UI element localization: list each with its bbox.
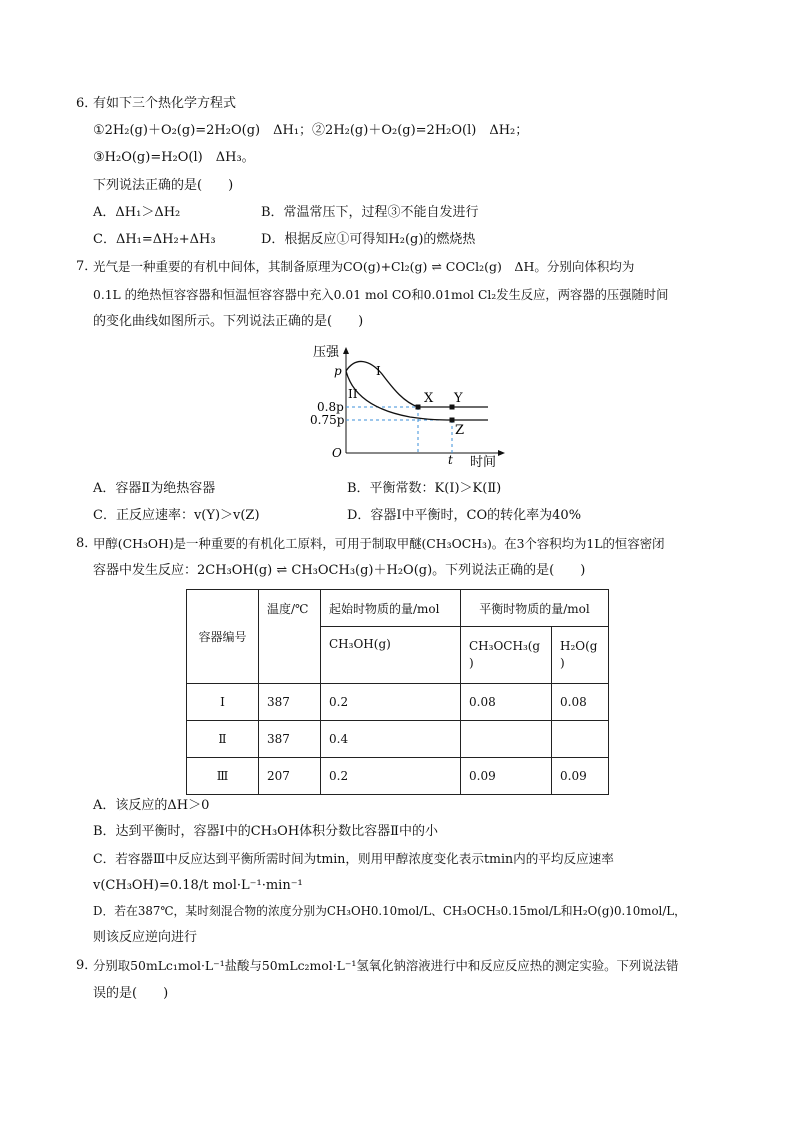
- curve-II-label: II: [348, 387, 358, 401]
- row-1-temp: 387: [259, 684, 321, 721]
- q7-option-a: A．容器Ⅱ为绝热容器: [93, 481, 216, 496]
- q6-equation-2: ③H₂O(g)=H₂O(l) ΔH₃。: [93, 150, 255, 165]
- q8-number: 8．: [76, 536, 98, 551]
- row-3-ether: 0.09: [461, 758, 552, 795]
- q7-option-d: D．容器Ⅰ中平衡时，CO的转化率为40%: [347, 508, 582, 523]
- q7-text-2: 0.1L 的绝热恒容容器和恒温恒容容器中充入0.01 mol CO和0.01mol Cl₂发生反应，两容器的压强随时间: [93, 288, 669, 302]
- q7-text-3: 的变化曲线如图所示。下列说法正确的是( ): [93, 314, 364, 329]
- q9-text-2: 误的是( ): [93, 986, 169, 1001]
- y-axis-arrow-icon: [343, 347, 349, 354]
- row-2-water: [552, 721, 609, 758]
- row-1-start: 0.2: [321, 684, 461, 721]
- pressure-time-graph: [300, 338, 510, 473]
- q8-data-table: [186, 589, 609, 795]
- x-axis-label: 时间: [470, 455, 497, 470]
- row-3-start: 0.2: [321, 758, 461, 795]
- point-Z-marker: [450, 418, 455, 423]
- tick-075p: 0.75p: [310, 413, 345, 427]
- q6-number: 6．: [76, 96, 98, 111]
- q8-text-1: 甲醇(CH₃OH)是一种重要的有机化工原料，可用于制取甲醚(CH₃OCH₃)。在3个容积均为1L的恒容密闭: [93, 536, 665, 551]
- q8-option-d-line-1: D．若在387℃，某时刻混合物的浓度分别为CH₃OH0.10mol/L、CH₃OCH₃0.15mol/L和H₂O(g)0.10mol/L，: [93, 904, 686, 918]
- point-Y-label: Y: [454, 391, 463, 406]
- row-1-id: Ⅰ: [187, 684, 259, 721]
- x-axis-arrow-icon: [498, 450, 505, 456]
- row-2-start: 0.4: [321, 721, 461, 758]
- header-eq: 平衡时物质的量/mol: [461, 590, 609, 627]
- row-2-id: Ⅱ: [187, 721, 259, 758]
- tick-08p: 0.8p: [317, 400, 344, 414]
- row-3-temp: 207: [259, 758, 321, 795]
- curve-II: [346, 371, 488, 420]
- header-start: 起始时物质的量/mol: [321, 590, 461, 627]
- q8-option-b: B．达到平衡时，容器Ⅰ中的CH₃OH体积分数比容器Ⅱ中的小: [93, 824, 439, 839]
- q8-option-c-line-1: C．若容器Ⅲ中反应达到平衡所需时间为tmin，则用甲醇浓度变化表示tmin内的平均反应速率: [93, 851, 614, 866]
- header-ch3och3-text: CH₃OCH₃(g: [469, 639, 541, 653]
- q6-question: 下列说法正确的是( ): [93, 178, 234, 193]
- table-row: [187, 721, 609, 758]
- table-row: [187, 758, 609, 795]
- q6-option-b: B．常温常压下，过程③不能自发进行: [261, 205, 479, 220]
- row-1-ether: 0.08: [461, 684, 552, 721]
- q6-option-c: C．ΔH₁=ΔH₂+ΔH₃: [93, 232, 216, 247]
- tick-t: t: [448, 453, 453, 467]
- q9-number: 9．: [76, 958, 98, 973]
- q7-option-c: C．正反应速率：v(Y)＞v(Z): [93, 508, 260, 523]
- header-h2o: [552, 627, 609, 684]
- header-h2o-text-end: ): [560, 656, 565, 670]
- row-1-water: 0.08: [552, 684, 609, 721]
- point-X-label: X: [424, 391, 434, 406]
- y-axis-label: 压强: [313, 345, 340, 360]
- q6-option-a: A．ΔH₁＞ΔH₂: [93, 205, 181, 220]
- q7-option-b: B．平衡常数：K(Ⅰ)＞K(Ⅱ): [347, 481, 502, 496]
- q7-number: 7．: [76, 259, 98, 274]
- q8-text-2: 容器中发生反应：2CH₃OH(g) ⇌ CH₃OCH₃(g)＋H₂O(g)。下列说法正确的是( ): [93, 563, 586, 578]
- header-ch3oh: CH₃OH(g): [321, 627, 461, 684]
- header-ch3och3: [461, 627, 552, 684]
- point-X-marker: [416, 405, 421, 410]
- header-temp: 温度/℃: [259, 590, 321, 684]
- q7-text-1: 光气是一种重要的有机中间体，其制备原理为CO(g)+Cl₂(g) ⇌ COCl₂(g) ΔH。分别向体积均为: [93, 259, 635, 274]
- table-row: [187, 684, 609, 721]
- q6-stem: 有如下三个热化学方程式: [93, 96, 237, 111]
- q9-text-1: 分别取50mLc₁mol·L⁻¹盐酸与50mLc₂mol·L⁻¹氢氧化钠溶液进行中和反应反应热的测定实验。下列说法错: [93, 958, 679, 973]
- q6-option-d: D．根据反应①可得知H₂(g)的燃烧热: [261, 232, 476, 247]
- origin-label: O: [332, 446, 342, 460]
- row-2-temp: 387: [259, 721, 321, 758]
- q8-option-c-line-2: v(CH₃OH)=0.18/t mol·L⁻¹·min⁻¹: [93, 878, 303, 893]
- row-2-ether: [461, 721, 552, 758]
- tick-p: p: [334, 364, 342, 378]
- q8-option-d-line-2: 则该反应逆向进行: [93, 930, 198, 945]
- header-h2o-text: H₂O(g: [560, 639, 598, 653]
- header-ch3och3-text-end: ): [469, 656, 474, 670]
- row-3-water: 0.09: [552, 758, 609, 795]
- q6-equation-1: ①2H₂(g)＋O₂(g)=2H₂O(g) ΔH₁；②2H₂(g)＋O₂(g)=2H₂O(l) ΔH₂；: [93, 123, 529, 138]
- header-container: 容器编号: [187, 590, 259, 684]
- curve-I-label: I: [376, 364, 381, 378]
- row-3-id: Ⅲ: [187, 758, 259, 795]
- q8-option-a: A．该反应的ΔH＞0: [93, 798, 210, 813]
- point-Z-label: Z: [455, 423, 465, 438]
